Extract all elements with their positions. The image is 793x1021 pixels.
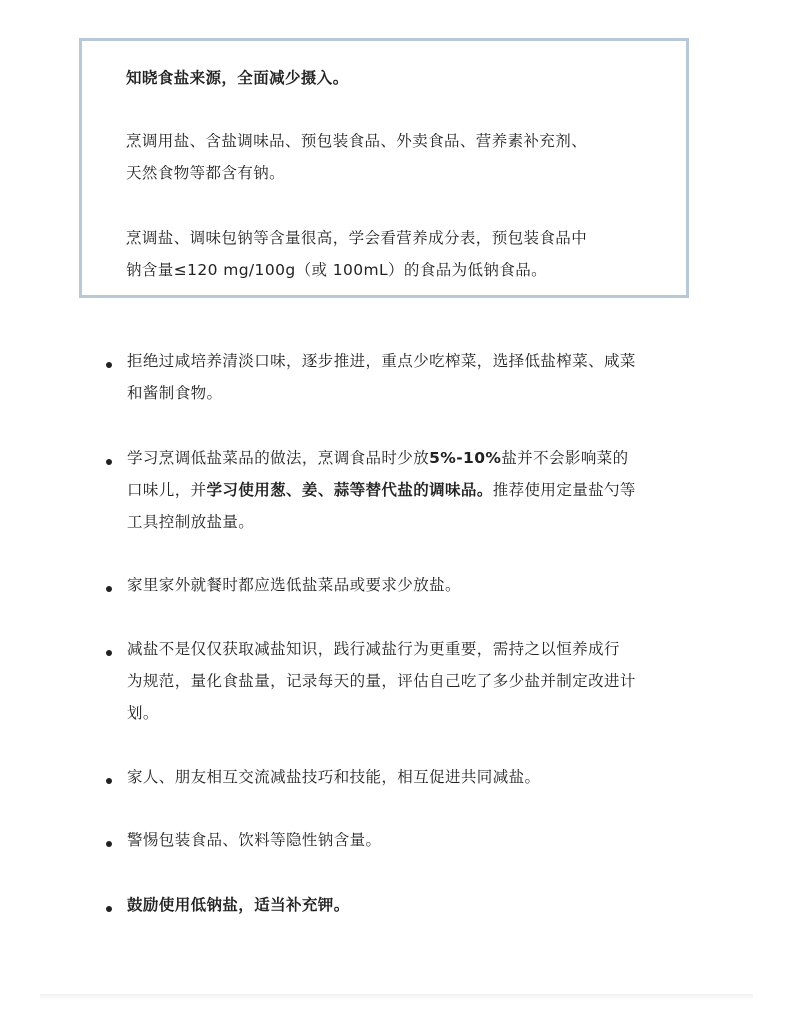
box-paragraph-2-line-1: 烹调盐、调味包钠等含量很高，学会看营养成分表，预包装食品中 [126, 229, 588, 247]
list-item-line: 拒绝过咸培养清淡口味，逐步推进，重点少吃榨菜，选择低盐榨菜、咸菜 [127, 352, 636, 370]
text-run: 学习烹调低盐菜品的做法，烹调食品时少放 [127, 449, 430, 467]
bullet-icon [106, 841, 112, 847]
percentage-highlight: 5%-10% [429, 449, 502, 467]
list-item-line: 家人、朋友相互交流减盐技巧和技能，相互促进共同减盐。 [127, 768, 541, 786]
box-title: 知晓食盐来源，全面减少摄入。 [126, 69, 349, 87]
bullet-icon [106, 650, 112, 656]
list-item-line: 为规范，量化食盐量，记录每天的量，评估自己吃了多少盐并制定改进计 [127, 672, 636, 690]
box-paragraph-2-line-2: 钠含量≤120 mg/100g（或 100mL）的食品为低钠食品。 [126, 261, 548, 279]
bullet-icon [106, 586, 112, 592]
salt-source-box [79, 38, 689, 298]
list-item-line: 减盐不是仅仅获取减盐知识，践行减盐行为更重要，需持之以恒养成行 [127, 640, 620, 658]
text-run: 盐并不会影响菜的 [501, 449, 629, 467]
bullet-icon [106, 459, 112, 465]
box-paragraph-1-line-2: 天然食物等都含有钠。 [126, 164, 286, 182]
box-paragraph-1-line-1: 烹调用盐、含盐调味品、预包装食品、外卖食品、营养素补充剂、 [126, 132, 588, 150]
list-item-line: 划。 [127, 704, 159, 722]
substitute-seasoning-highlight: 学习使用葱、姜、蒜等替代盐的调味品。 [206, 481, 493, 499]
list-item-line: 和酱制食物。 [127, 384, 223, 402]
list-item-line [127, 479, 636, 501]
bullet-icon [106, 778, 112, 784]
bullet-icon [106, 362, 112, 368]
bottom-divider [40, 994, 753, 1000]
list-item-line: 工具控制放盐量。 [127, 513, 255, 531]
list-item-line: 警惕包装食品、饮料等隐性钠含量。 [127, 831, 382, 849]
bullet-icon [106, 906, 112, 912]
text-run: 口味儿，并 [127, 481, 207, 499]
text-run: 推荐使用定量盐勺等 [492, 481, 636, 499]
list-item-line: 家里家外就餐时都应选低盐菜品或要求少放盐。 [127, 576, 461, 594]
list-item-line: 鼓励使用低钠盐，适当补充钾。 [127, 896, 350, 914]
list-item-line [127, 447, 629, 469]
